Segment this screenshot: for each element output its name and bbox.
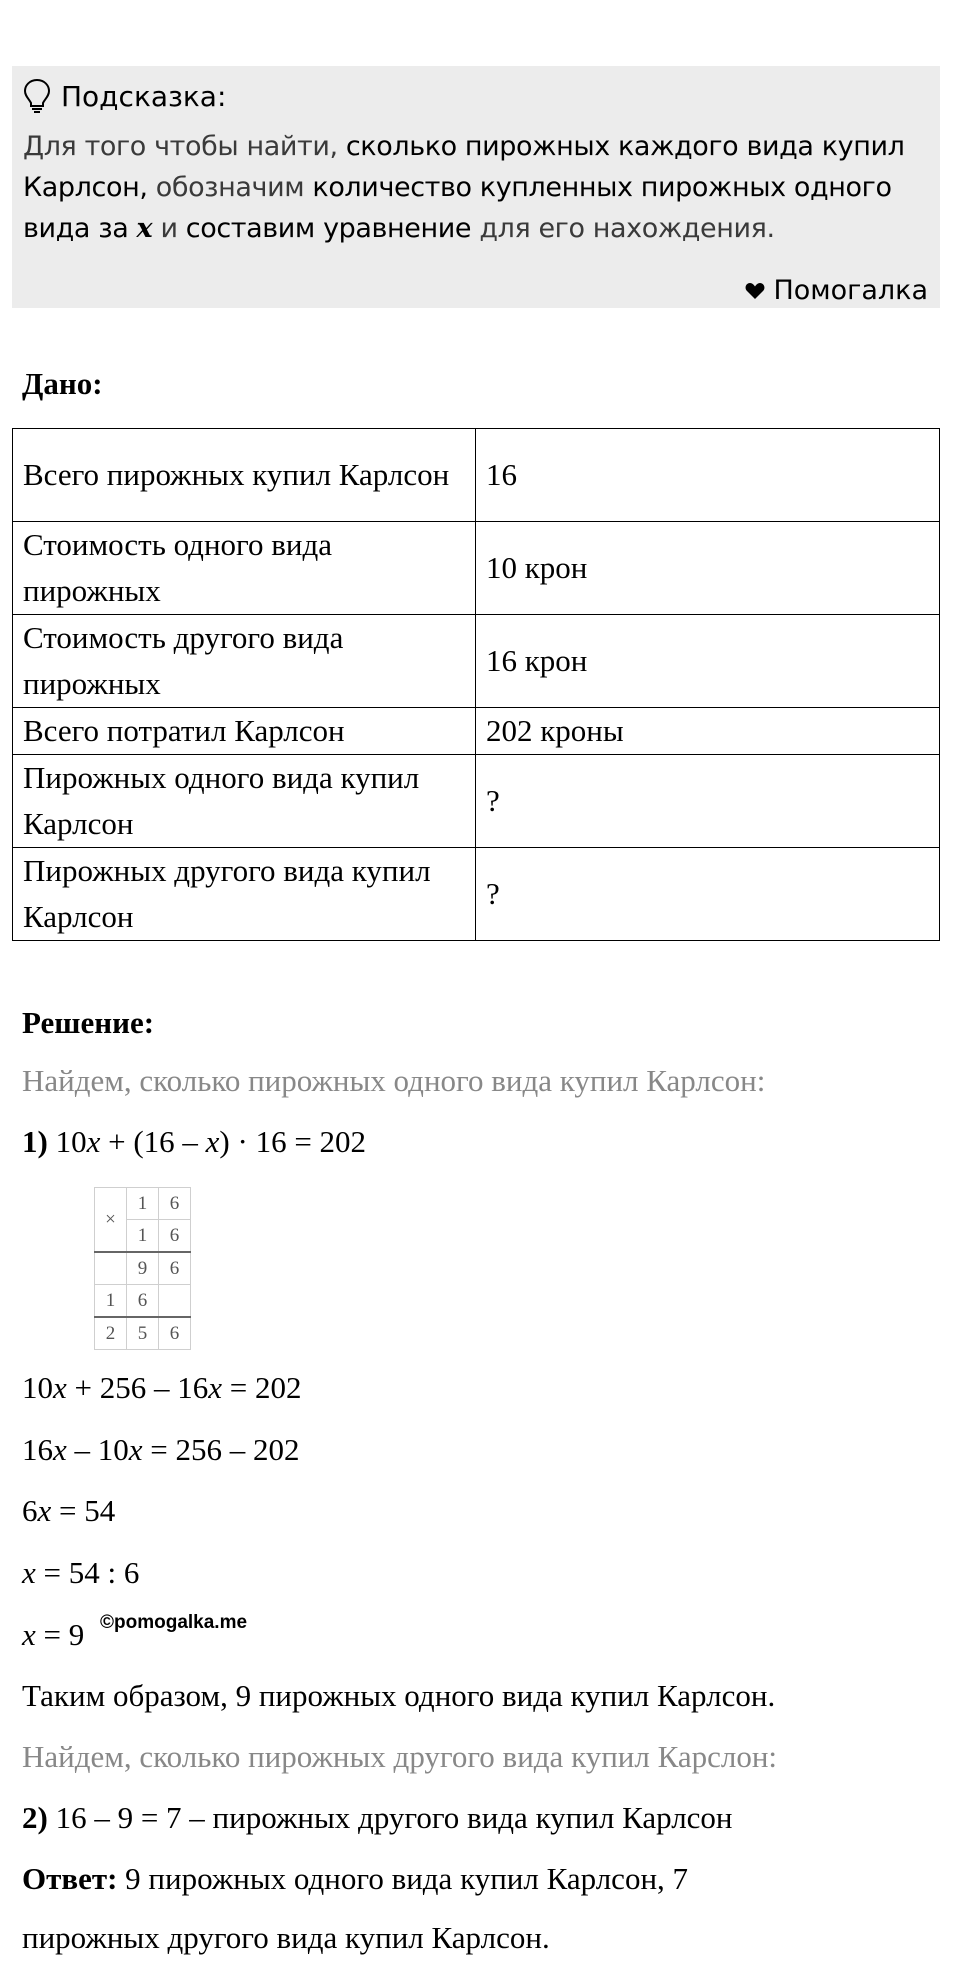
step-number: 2) bbox=[22, 1800, 48, 1835]
eq-part: = 54 : 6 bbox=[35, 1555, 140, 1590]
equation-5 bbox=[22, 1555, 139, 1591]
hint-text-bold: сколько пирожных каждого вида купил Карлсон, bbox=[23, 131, 905, 203]
table-row bbox=[13, 522, 940, 615]
hint-text-part: для его нахождения. bbox=[471, 213, 775, 244]
eq-variable: x bbox=[22, 1555, 36, 1590]
mult-digit bbox=[95, 1252, 127, 1285]
given-label: Стоимость другого вида пирожных bbox=[13, 615, 476, 708]
mult-digit: 2 bbox=[95, 1317, 127, 1350]
mult-digit: 6 bbox=[159, 1188, 191, 1220]
eq-part: + 256 – 16 bbox=[66, 1370, 209, 1405]
mult-digit: 1 bbox=[127, 1220, 159, 1253]
hint-title: Подсказка: bbox=[61, 79, 227, 113]
lightbulb-icon bbox=[23, 78, 51, 114]
eq-part: = 9 bbox=[35, 1617, 85, 1652]
hint-header bbox=[23, 74, 928, 118]
given-value: 16 bbox=[476, 429, 940, 522]
watermark: ©pomogalka.me bbox=[100, 1612, 248, 1633]
equation-3 bbox=[22, 1432, 300, 1468]
eq-variable: x bbox=[22, 1617, 36, 1652]
equation-4 bbox=[22, 1493, 115, 1529]
given-value: 16 крон bbox=[476, 615, 940, 708]
eq-part: 10 bbox=[22, 1370, 53, 1405]
step-number: 1) bbox=[22, 1124, 48, 1159]
given-label: Всего пирожных купил Карлсон bbox=[13, 429, 476, 522]
given-label: Стоимость одного вида пирожных bbox=[13, 522, 476, 615]
step2-equation bbox=[22, 1800, 733, 1836]
hint-variable: x bbox=[136, 213, 153, 244]
eq-variable: x bbox=[53, 1370, 67, 1405]
hint-text-part: обозначим bbox=[147, 172, 313, 203]
conclusion-step1: Таким образом, 9 пирожных одного вида купил Карлсон. bbox=[22, 1678, 776, 1713]
mult-row bbox=[95, 1285, 191, 1318]
eq-part: + (16 – bbox=[100, 1124, 206, 1159]
hint-footer[interactable] bbox=[745, 275, 928, 306]
answer-label: Ответ: bbox=[22, 1861, 118, 1896]
mult-row bbox=[95, 1317, 191, 1350]
eq-variable: x bbox=[37, 1493, 52, 1528]
given-value: 10 крон bbox=[476, 522, 940, 615]
mult-digit: 6 bbox=[159, 1317, 191, 1350]
given-label: Пирожных одного вида купил Карлсон bbox=[13, 755, 476, 848]
answer-line-1 bbox=[22, 1861, 688, 1897]
given-heading: Дано: bbox=[22, 366, 103, 401]
mult-digit bbox=[159, 1285, 191, 1318]
given-value: ? bbox=[476, 848, 940, 941]
heart-icon bbox=[745, 282, 765, 300]
mult-row bbox=[95, 1252, 191, 1285]
hint-text bbox=[23, 126, 928, 249]
answer-line-2: пирожных другого вида купил Карлсон. bbox=[22, 1920, 550, 1955]
eq-part: 16 bbox=[22, 1432, 53, 1467]
given-label: Пирожных другого вида купил Карлсон bbox=[13, 848, 476, 941]
mult-digit: 9 bbox=[127, 1252, 159, 1285]
eq-part: = 202 bbox=[222, 1370, 302, 1405]
eq-part: – 10 bbox=[66, 1432, 129, 1467]
table-row bbox=[13, 429, 940, 522]
mult-digit: 1 bbox=[95, 1285, 127, 1318]
eq-variable: x bbox=[53, 1432, 67, 1467]
eq-variable: x bbox=[205, 1124, 220, 1159]
mult-digit: 5 bbox=[127, 1317, 159, 1350]
equation-6 bbox=[22, 1617, 84, 1653]
hint-footer-label: Помогалка bbox=[773, 275, 928, 306]
table-row bbox=[13, 848, 940, 941]
mult-row bbox=[95, 1188, 191, 1220]
given-table bbox=[12, 428, 940, 941]
given-value: ? bbox=[476, 755, 940, 848]
mult-digit: 6 bbox=[127, 1285, 159, 1318]
multiplication-column bbox=[94, 1187, 191, 1350]
table-row bbox=[13, 755, 940, 848]
given-value: 202 кроны bbox=[476, 708, 940, 755]
mult-sign: × bbox=[95, 1188, 127, 1253]
hint-text-bold: количество купленных пирожных одного вида за bbox=[23, 172, 892, 244]
eq-variable: x bbox=[128, 1432, 143, 1467]
table-row bbox=[13, 708, 940, 755]
eq-part: = 54 bbox=[51, 1493, 116, 1528]
eq-part: = 256 – 202 bbox=[142, 1432, 300, 1467]
hint-text-part: Для того чтобы найти, bbox=[23, 131, 346, 162]
eq-part: 10 bbox=[55, 1124, 87, 1159]
mult-digit: 6 bbox=[159, 1220, 191, 1253]
eq-variable: x bbox=[86, 1124, 101, 1159]
solution-heading: Решение: bbox=[22, 1005, 155, 1040]
given-label: Всего потратил Карлсон bbox=[13, 708, 476, 755]
intro-step2: Найдем, сколько пирожных другого вида купил Карслон: bbox=[22, 1739, 778, 1774]
hint-text-part: и bbox=[160, 213, 178, 244]
step2-text: 16 – 9 = 7 – пирожных другого вида купил Карлсон bbox=[47, 1800, 733, 1835]
eq-part: 6 bbox=[22, 1493, 38, 1528]
mult-digit: 1 bbox=[127, 1188, 159, 1220]
step1-equation bbox=[22, 1124, 366, 1160]
equation-2 bbox=[22, 1370, 302, 1406]
mult-digit: 6 bbox=[159, 1252, 191, 1285]
intro-step1: Найдем, сколько пирожных одного вида купил Карлсон: bbox=[22, 1063, 766, 1098]
table-row bbox=[13, 615, 940, 708]
hint-text-bold: составим уравнение bbox=[185, 213, 472, 244]
hint-box bbox=[12, 66, 940, 308]
eq-part: ) · 16 = 202 bbox=[219, 1124, 367, 1159]
eq-variable: x bbox=[208, 1370, 223, 1405]
answer-text: 9 пирожных одного вида купил Карлсон, 7 bbox=[117, 1861, 689, 1896]
